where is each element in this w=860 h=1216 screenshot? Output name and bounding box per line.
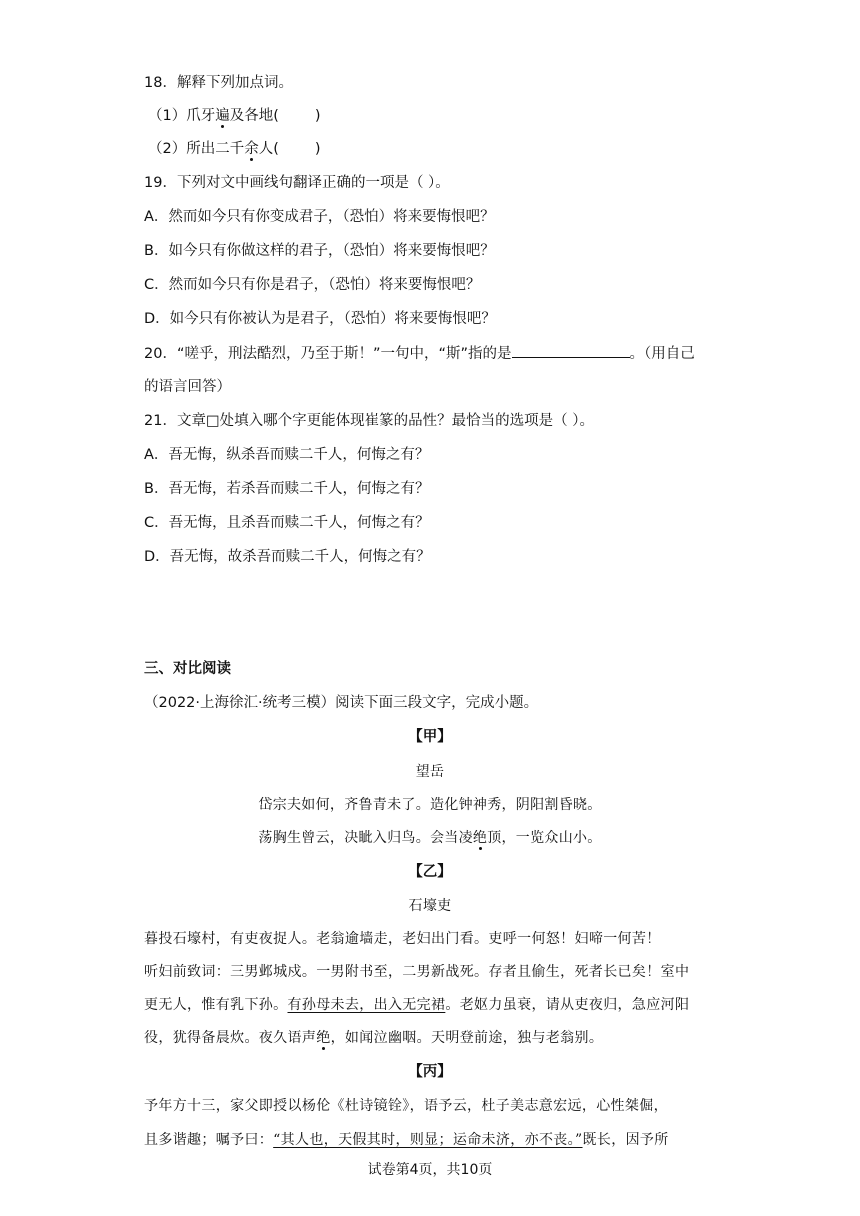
q18-item-1-pre: （1）爪牙 [148,108,216,124]
bing-paragraph-line-2 [144,1130,716,1150]
q18-item-1-dotted-word: 遍 [215,108,230,124]
jia-label: 【甲】 [408,729,452,745]
jia-line-2-dotted-word: 绝 [472,830,488,846]
yi-label: 【乙】 [408,864,452,880]
q18-item-1-post: 及各地( [229,108,279,124]
q21-option-d: D．吾无悔，故杀吾而赎二千人，何悔之有？ [144,549,431,565]
bing-line-2-pre: 且多谐趣；嘱予曰： [144,1132,274,1148]
q18-item-2-dotted-word: 余 [244,141,259,157]
q20-text-a: 20．“嗟乎，刑法酷烈，乃至于斯！”一句中，“斯”指的是 [144,346,512,362]
yi-line-4-post: ，如闻泣幽咽。天明登前途，独与老翁别。 [330,1030,604,1046]
q18-item-1 [148,106,321,126]
yi-paragraph-line-3 [144,995,716,1015]
q21-option-b: B．吾无悔，若杀吾而赎二千人，何悔之有？ [144,481,430,497]
section-intro: （2022·上海徐汇·统考三模）阅读下面三段文字，完成小题。 [144,695,539,711]
yi-paragraph-line-4 [144,1028,716,1048]
yi-title: 石壕吏 [408,898,452,914]
q18-item-2-post: 人( [258,141,279,157]
q20-answer-blank[interactable] [512,343,630,358]
q21-option-c: C．吾无悔，且杀吾而赎二千人，何悔之有？ [144,515,430,531]
q19-option-a: A．然而如今只有你变成君子，（恐怕）将来要悔恨吧？ [144,209,495,225]
jia-line-2 [0,828,860,848]
q18-item-1-close: ) [314,108,321,124]
yi-line-4-dotted-word: 绝 [316,1030,331,1046]
bing-paragraph-line-1: 予年方十三，家父即授以杨伦《杜诗镜铨》，语予云，杜子美志意宏远，心性桀倔， [144,1098,668,1114]
q18-item-2-close: ) [314,141,321,157]
yi-line-3-pre: 更无人，惟有乳下孙。 [144,997,288,1013]
q18-item-2-pre: （2）所出二千 [148,141,245,157]
jia-line-2-post: 顶，一览众山小。 [487,830,602,846]
bing-line-2-post: 既长，因予所 [582,1132,669,1148]
q20-text-b: 。（用自己 [629,346,695,362]
yi-paragraph-line-1: 暮投石壕村，有吏夜捉人。老翁逾墙走，老妇出门看。吏呼一何怒！妇啼一何苦！ [144,931,661,947]
q19-option-b: B．如今只有你做这样的君子，（恐怕）将来要悔恨吧？ [144,243,495,259]
jia-title: 望岳 [415,764,445,780]
yi-line-3-post: 。老妪力虽衰，请从吏夜归，急应河阳 [445,997,690,1013]
page-footer: 试卷第4页，共10页 [367,1162,493,1178]
q19-title: 19．下列对文中画线句翻译正确的一项是（ ）。 [144,175,450,191]
bing-underlined-sentence: “其人也，天假其时，则显；运命未济，亦不丧。” [273,1132,583,1148]
jia-line-2-pre: 荡胸生曾云，决眦入归鸟。会当凌 [258,830,473,846]
q20-text [144,343,695,364]
q20-text-c: 的语言回答） [144,379,231,395]
q21-option-a: A．吾无悔，纵杀吾而赎二千人，何悔之有？ [144,447,430,463]
yi-underlined-sentence: 有孙母未去，出入无完裙 [287,997,446,1013]
yi-line-4-pre: 役，犹得备晨炊。夜久语声 [144,1030,317,1046]
bing-label: 【丙】 [408,1064,452,1080]
q21-title: 21．文章□处填入哪个字更能体现崔篆的品性？最恰当的选项是（ ）。 [144,413,595,429]
q19-option-d: D．如今只有你被认为是君子，（恐怕）将来要悔恨吧？ [144,311,496,327]
jia-line-1: 岱宗夫如何，齐鲁青未了。造化钟神秀，阴阳割昏晓。 [258,797,602,813]
section-heading: 三、对比阅读 [144,661,231,677]
q18-title: 18．解释下列加点词。 [144,75,293,91]
yi-paragraph-line-2: 听妇前致词：三男邺城戍。一男附书至，二男新战死。存者且偷生，死者长已矣！室中 [144,964,690,980]
q18-item-2 [148,139,321,159]
q19-option-c: C．然而如今只有你是君子，（恐怕）将来要悔恨吧？ [144,277,481,293]
